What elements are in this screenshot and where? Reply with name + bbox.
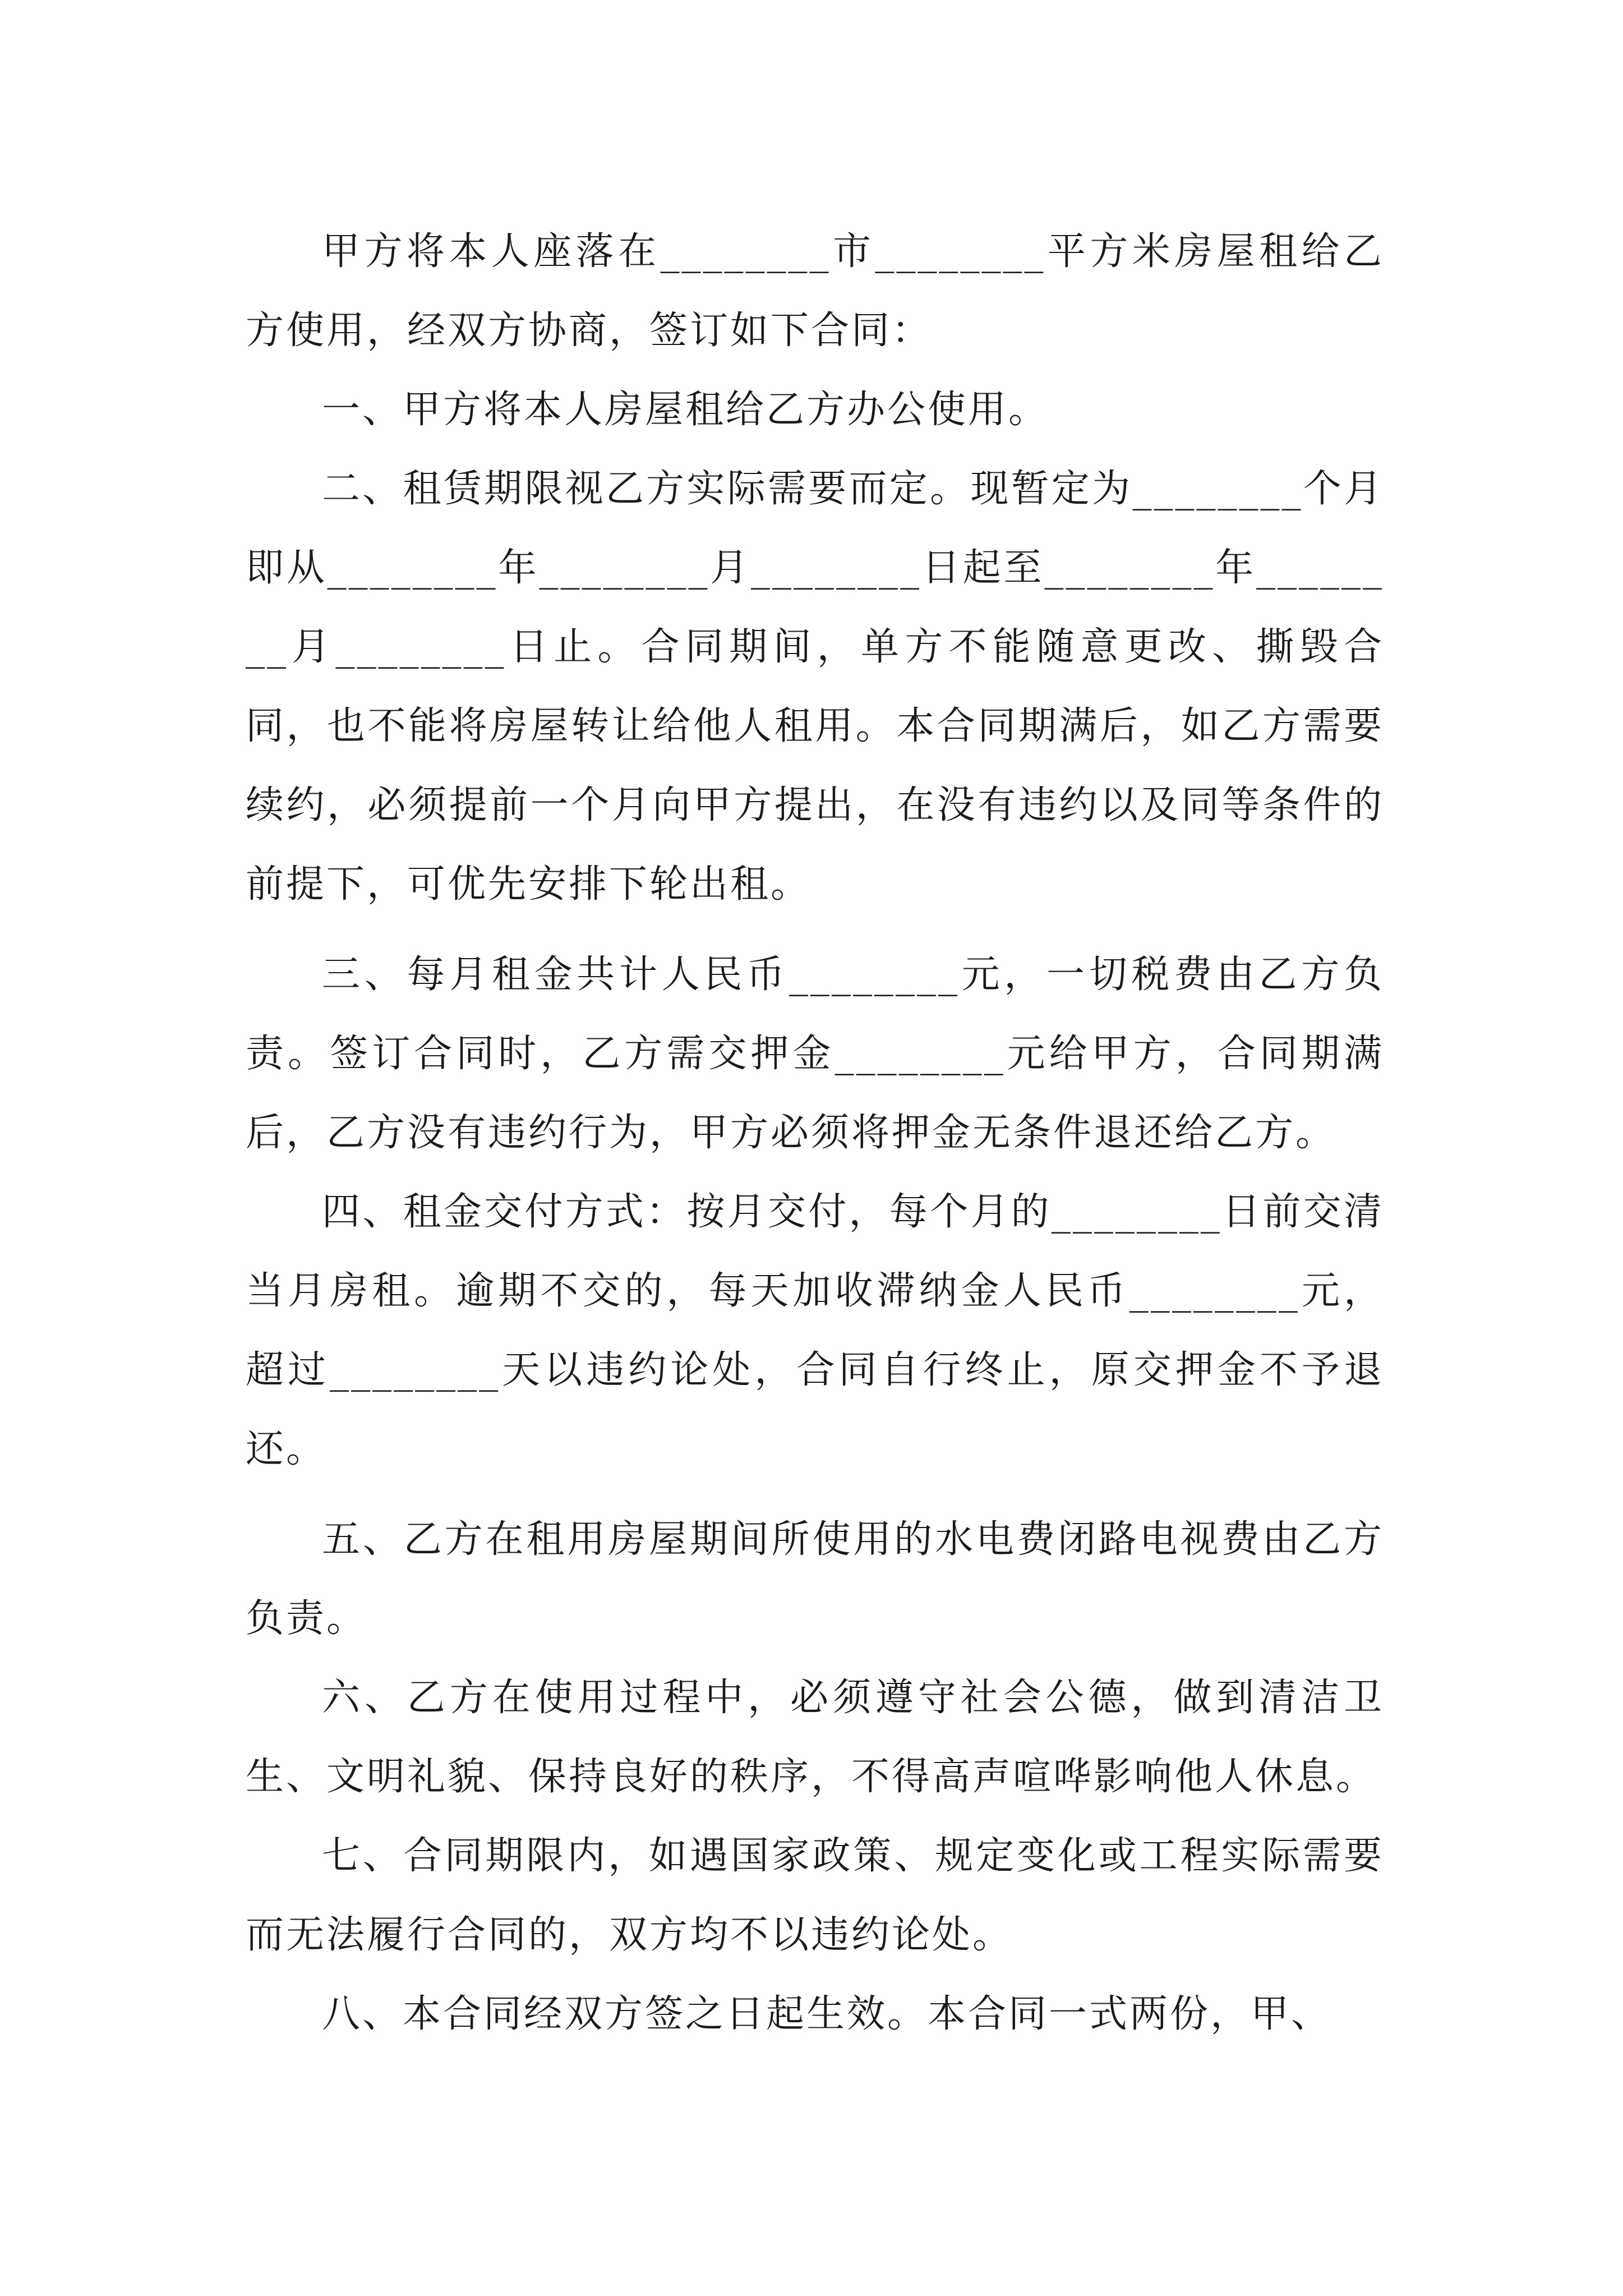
intro-paragraph: 甲方将本人座落在________市________平方米房屋租给乙方使用，经双方协商，签订如下合同： xyxy=(246,229,1384,353)
clause-2-paragraph: 二、租赁期限视乙方实际需要而定。现暂定为________个月即从________年________月________日起至________年________月________日止。合同期间，单方不能随意更改、撕毁合同，也不能将房屋转让给他人租用。本合同期满后，如乙方需要续约，必须提前一个月向甲方提出，在没有违约以及同等条件的前提下，可优先安排下轮出租。 xyxy=(246,467,1384,907)
clause-3-paragraph: 三、每月租金共计人民币________元，一切税费由乙方负责。签订合同时，乙方需交押金________元给甲方，合同期满后，乙方没有违约行为，甲方必须将押金无条件退还给乙方。 xyxy=(246,953,1384,1155)
clause-5-paragraph: 五、乙方在租用房屋期间所使用的水电费闭路电视费由乙方负责。 xyxy=(246,1517,1384,1641)
clause-6-paragraph: 六、乙方在使用过程中，必须遵守社会公德，做到清洁卫生、文明礼貌、保持良好的秩序，不得高声喧哗影响他人休息。 xyxy=(246,1676,1384,1799)
clause-1-paragraph: 一、甲方将本人房屋租给乙方办公使用。 xyxy=(322,388,1049,432)
clause-7-paragraph: 七、合同期限内，如遇国家政策、规定变化或工程实际需要而无法履行合同的，双方均不以违约论处。 xyxy=(246,1834,1384,1957)
contract-body xyxy=(246,212,1384,2054)
clause-8-paragraph: 八、本合同经双方签之日起生效。本合同一式两份，甲、 xyxy=(322,1992,1332,2036)
clause-4-paragraph: 四、租金交付方式：按月交付，每个月的________日前交清当月房租。逾期不交的，每天加收滞纳金人民币________元，超过________天以违约论处，合同自行终止，原交押金不予退还。 xyxy=(246,1190,1384,1471)
